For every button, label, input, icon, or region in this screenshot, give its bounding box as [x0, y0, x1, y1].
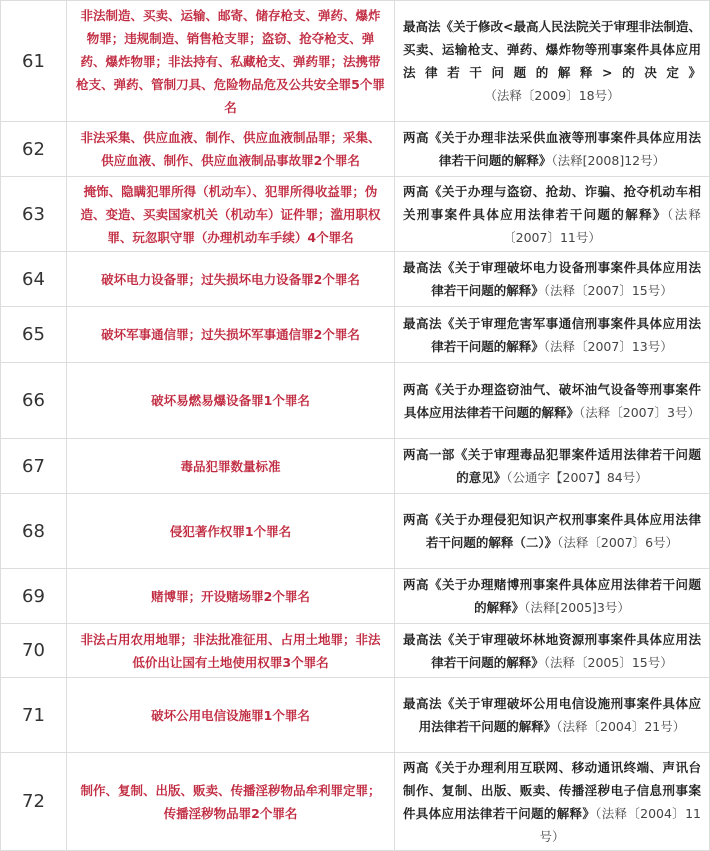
law-reference: （法释〔2005〕15号）: [543, 654, 673, 670]
law-document: 两高《关于办理利用互联网、移动通讯终端、声讯台制作、复制、出版、贩卖、传播淫秽电子信息刑事案件具体应用法律若干问题的解释》: [403, 759, 701, 821]
law-reference: （法释〔2007〕11号）: [503, 206, 701, 245]
table-row: [1, 363, 710, 439]
law-reference: （法释〔2007〕6号）: [557, 535, 679, 550]
row-number: 65: [1, 307, 67, 363]
crime-names: 毒品犯罪数量标准: [67, 439, 395, 494]
row-number: 63: [1, 177, 67, 252]
law-reference: （法释〔2009〕18号）: [484, 88, 620, 103]
row-number: 71: [1, 678, 67, 753]
law-document: 两高《关于办理侵犯知识产权刑事案件具体应用法律若干问题的解释（二）》: [403, 512, 701, 550]
table-row: [1, 439, 710, 494]
law-document: 最高法《关于审理危害军事通信刑事案件具体应用法律若干问题的解释》: [403, 315, 701, 354]
crime-names: 破坏公用电信设施罪1个罪名: [67, 678, 395, 753]
crime-names: 破坏易燃易爆设备罪1个罪名: [67, 363, 395, 439]
law-document: 最高法《关于审理破坏公用电信设施刑事案件具体应用法律若干问题的解释》: [403, 696, 701, 734]
table-row: [1, 1, 710, 122]
crime-names: 破坏军事通信罪；过失损坏军事通信罪2个罪名: [67, 307, 395, 363]
law-cell: [395, 494, 710, 569]
law-cell: [395, 569, 710, 624]
law-cell: [395, 177, 710, 252]
law-document: 两高《关于办理盗窃油气、破坏油气设备等刑事案件具体应用法律若干问题的解释》: [403, 381, 701, 420]
crime-names: 非法占用农用地罪；非法批准征用、占用土地罪；非法低价出让国有土地使用权罪3个罪名: [67, 624, 395, 678]
law-reference: （法释〔2007〕15号）: [543, 283, 673, 298]
table-row: [1, 177, 710, 252]
crime-names: 非法采集、供应血液、制作、供应血液制品罪；采集、供应血液、制作、供应血液制品事故罪2个罪名: [67, 122, 395, 177]
crime-names: 侵犯著作权罪1个罪名: [67, 494, 395, 569]
table-row: [1, 122, 710, 177]
table-row: [1, 753, 710, 851]
crime-names: 制作、复制、出版、贩卖、传播淫秽物品牟利罪定罪；传播淫秽物品罪2个罪名: [67, 753, 395, 851]
law-cell: [395, 363, 710, 439]
crime-names: 掩饰、隐瞒犯罪所得（机动车）、犯罪所得收益罪；伪造、变造、买卖国家机关（机动车）证件罪；滥用职权罪、玩忽职守罪（办理机动车手续）4个罪名: [67, 177, 395, 252]
table-row: [1, 678, 710, 753]
law-cell: [395, 439, 710, 494]
row-number: 67: [1, 439, 67, 494]
law-document: 两高《关于办理赌博刑事案件具体应用法律若干问题的解释》: [403, 577, 701, 615]
law-document: 最高法《关于修改<最高人民法院关于审理非法制造、买卖、运输枪支、弹药、爆炸物等刑事案件具体应用法律若干问题的解释>的决定》: [403, 19, 701, 80]
law-reference: （法释[2008]12号）: [551, 153, 666, 168]
law-cell: [395, 122, 710, 177]
law-document: 两高《关于办理与盗窃、抢劫、诈骗、抢夺机动车相关刑事案件具体应用法律若干问题的解释》: [403, 183, 701, 222]
law-cell: [395, 678, 710, 753]
row-number: 69: [1, 569, 67, 624]
law-reference: （法释〔2007〕13号）: [543, 338, 673, 354]
law-document: 最高法《关于审理破坏林地资源刑事案件具体应用法律若干问题的解释》: [403, 631, 701, 670]
law-cell: [395, 1, 710, 122]
law-reference: （法释〔2004〕11号）: [539, 805, 701, 844]
row-number: 66: [1, 363, 67, 439]
law-cell: [395, 307, 710, 363]
row-number: 70: [1, 624, 67, 678]
law-document: 两高一部《关于审理毒品犯罪案件适用法律若干问题的意见》: [403, 447, 701, 485]
law-reference: （法释[2005]3号）: [524, 600, 630, 615]
crime-names: 非法制造、买卖、运输、邮寄、储存枪支、弹药、爆炸物罪；违规制造、销售枪支罪；盗窃、抢夺枪支、弹药、爆炸物罪；非法持有、私藏枪支、弹药罪；法携带枪支、弹药、管制刀具、危险物品危及公共安全罪5个罪名: [67, 1, 395, 122]
row-number: 68: [1, 494, 67, 569]
law-document: 两高《关于办理非法采供血液等刑事案件具体应用法律若干问题的解释》: [403, 130, 701, 168]
law-reference: （公通字【2007】84号）: [506, 470, 648, 485]
table-row: [1, 252, 710, 307]
table-row: [1, 307, 710, 363]
law-cell: [395, 753, 710, 851]
table-row: [1, 494, 710, 569]
row-number: 62: [1, 122, 67, 177]
table-row: [1, 624, 710, 678]
crime-names: 破坏电力设备罪；过失损坏电力设备罪2个罪名: [67, 252, 395, 307]
row-number: 61: [1, 1, 67, 122]
table-row: [1, 569, 710, 624]
law-reference: （法释〔2007〕3号）: [579, 404, 701, 420]
row-number: 64: [1, 252, 67, 307]
row-number: 72: [1, 753, 67, 851]
law-cell: [395, 624, 710, 678]
crime-names: 赌博罪；开设赌场罪2个罪名: [67, 569, 395, 624]
law-document: 最高法《关于审理破坏电力设备刑事案件具体应用法律若干问题的解释》: [403, 260, 701, 298]
law-reference: （法释〔2004〕21号）: [556, 719, 686, 734]
law-cell: [395, 252, 710, 307]
